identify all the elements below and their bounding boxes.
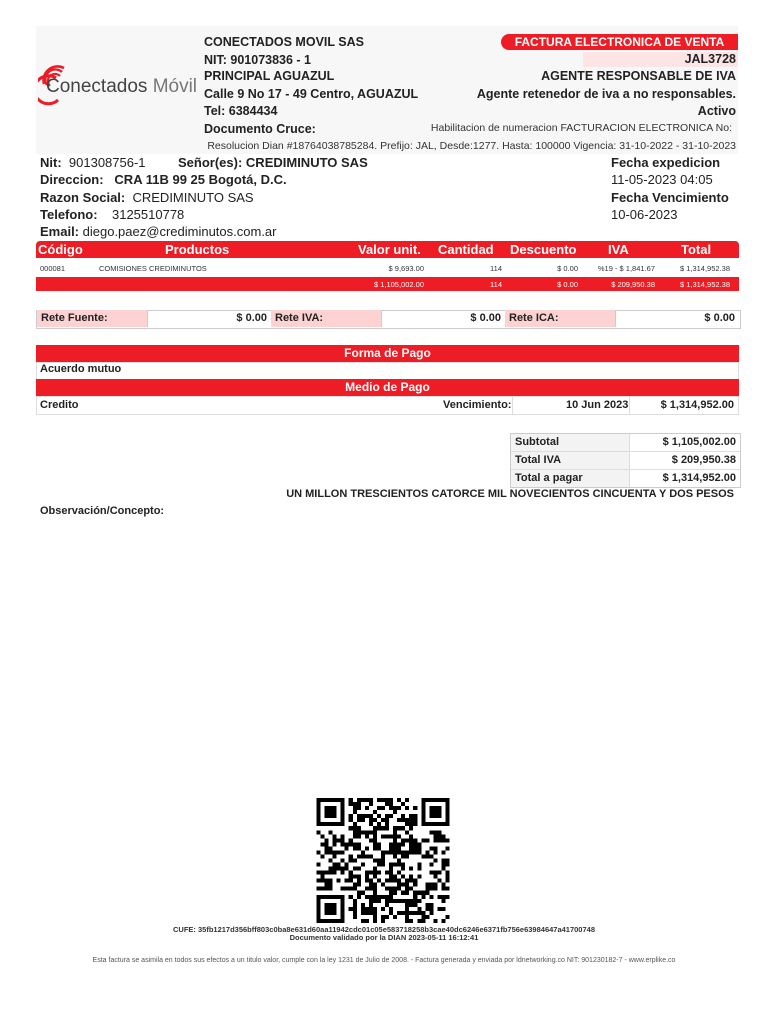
forma-pago-box	[36, 362, 739, 380]
company-address: Calle 9 No 17 - 49 Centro, AGUAZUL	[204, 87, 419, 101]
customer-telefono: Telefono: 3125510778	[40, 207, 185, 222]
row-disc: $ 0.00	[557, 264, 578, 273]
invoice-retenedor: Agente retenedor de iva a no responsables.	[476, 87, 736, 101]
col-header-codigo: Código	[38, 242, 83, 257]
col-header-productos: Productos	[165, 242, 230, 257]
company-branch: PRINCIPAL AGUAZUL	[204, 69, 335, 83]
col-header-total: Total	[681, 242, 712, 257]
invoice-habilitacion: Habilitacion de numeracion FACTURACION ELECTRONICA No:	[430, 122, 732, 134]
logo-wordmark: Conectados Móvil	[46, 76, 198, 97]
total-iva-label: Total IVA	[511, 452, 629, 469]
cufe-text: CUFE: 35fb1217d356bff803c0ba8e631d60aa11942cdc01c05e583718258b3cae40dc6246e6371fb756e63984647a41700748	[172, 925, 595, 934]
summary-table	[510, 433, 741, 488]
invoice-resolucion: Resolucion Dian #18764038785284. Prefijo: JAL, Desde:1277. Hasta: 100000 Vigencia: 31-10-2022 - 31-10-2023	[207, 140, 736, 152]
medio-pago-value: Credito	[40, 399, 79, 411]
summary-row-subtotal	[511, 434, 740, 452]
summary-row-iva	[511, 452, 740, 470]
totals-unit: $ 1,105,002.00	[373, 280, 424, 289]
col-header-cantidad: Cantidad	[438, 242, 494, 257]
fecha-expedicion-label: Fecha expedicion	[611, 155, 721, 170]
totals-total: $ 1,314,952.38	[679, 280, 730, 289]
invoice-agent: AGENTE RESPONSABLE DE IVA	[541, 69, 736, 83]
total-pagar-label: Total a pagar	[511, 470, 629, 487]
invoice-status: Activo	[697, 104, 736, 118]
customer-email: Email: diego.paez@crediminutos.com.ar	[40, 224, 277, 239]
company-name: CONECTADOS MOVIL SAS	[204, 35, 364, 49]
rete-ica-label: Rete ICA:	[505, 310, 615, 327]
documento-cruce-label: Documento Cruce:	[204, 122, 316, 136]
rete-iva-value: $ 0.00	[381, 310, 505, 327]
dian-validation: Documento validado por la DIAN 2023-05-11 16:12:41	[289, 933, 479, 942]
total-pagar-value: $ 1,314,952.00	[629, 470, 740, 487]
observacion-label: Observación/Concepto:	[40, 505, 165, 517]
summary-row-pagar	[511, 470, 740, 487]
medio-pago-amount: $ 1,314,952.00	[660, 399, 734, 411]
col-header-descuento: Descuento	[510, 242, 577, 257]
customer-direccion: Direccion: CRA 11B 99 25 Bogotá, D.C.	[40, 172, 287, 187]
invoice-number: JAL3728	[684, 52, 736, 66]
medio-pago-title: Medio de Pago	[36, 379, 739, 396]
subtotal-label: Subtotal	[511, 434, 629, 451]
row-total: $ 1,314,952.38	[679, 264, 730, 273]
customer-nit: Nit: 901308756-1	[40, 155, 146, 170]
row-unit: $ 9,693.00	[388, 264, 424, 273]
row-qty: 114	[490, 264, 502, 273]
col-header-iva: IVA	[608, 242, 629, 257]
rete-fuente-value: $ 0.00	[147, 310, 271, 327]
totals-disc: $ 0.00	[557, 280, 578, 289]
forma-pago-title: Forma de Pago	[36, 345, 739, 362]
vencimiento-label: Vencimiento:	[443, 399, 512, 411]
rete-ica-value: $ 0.00	[615, 310, 739, 327]
row-code: 000081	[40, 264, 66, 273]
customer-senor: Señor(es): CREDIMINUTO SAS	[178, 155, 368, 170]
fecha-vencimiento-label: Fecha Vencimiento	[611, 190, 729, 205]
medio-pago-box	[36, 396, 739, 415]
legal-footer: Esta factura se asimila en todos sus efectos a un titulo valor, cumple con la ley 1231 de Julio de 2008. - Factura generada y enviada por ldnetworking.co NIT: 901230182-7 - www.erplike.co	[92, 957, 676, 964]
col-header-valor-unit: Valor unit.	[358, 242, 421, 257]
total-iva-value: $ 209,950.38	[629, 452, 740, 469]
invoice-type-badge: FACTURA ELECTRONICA DE VENTA	[501, 34, 738, 50]
row-iva: %19 - $ 1,841.67	[597, 264, 655, 273]
totals-qty: 114	[490, 280, 502, 289]
fecha-expedicion: 11-05-2023 04:05	[611, 172, 713, 187]
row-product: COMISIONES CREDIMINUTOS	[99, 264, 207, 273]
medio-divider-2	[629, 396, 630, 414]
qr-code	[316, 798, 450, 923]
rete-iva-label: Rete IVA:	[271, 310, 381, 327]
subtotal-value: $ 1,105,002.00	[629, 434, 740, 451]
vencimiento-date: 10 Jun 2023	[566, 399, 629, 411]
fecha-vencimiento: 10-06-2023	[611, 207, 678, 222]
totals-iva: $ 209,950.38	[611, 280, 655, 289]
customer-razon: Razon Social: CREDIMINUTO SAS	[40, 190, 254, 205]
company-tel: Tel: 6384434	[204, 104, 278, 118]
medio-divider-1	[512, 396, 513, 414]
total-in-words: UN MILLON TRESCIENTOS CATORCE MIL NOVECIENTOS CINCUENTA Y DOS PESOS	[286, 488, 734, 500]
forma-pago-value: Acuerdo mutuo	[40, 363, 122, 375]
company-nit: NIT: 901073836 - 1	[204, 53, 312, 67]
rete-fuente-label: Rete Fuente:	[37, 310, 147, 327]
